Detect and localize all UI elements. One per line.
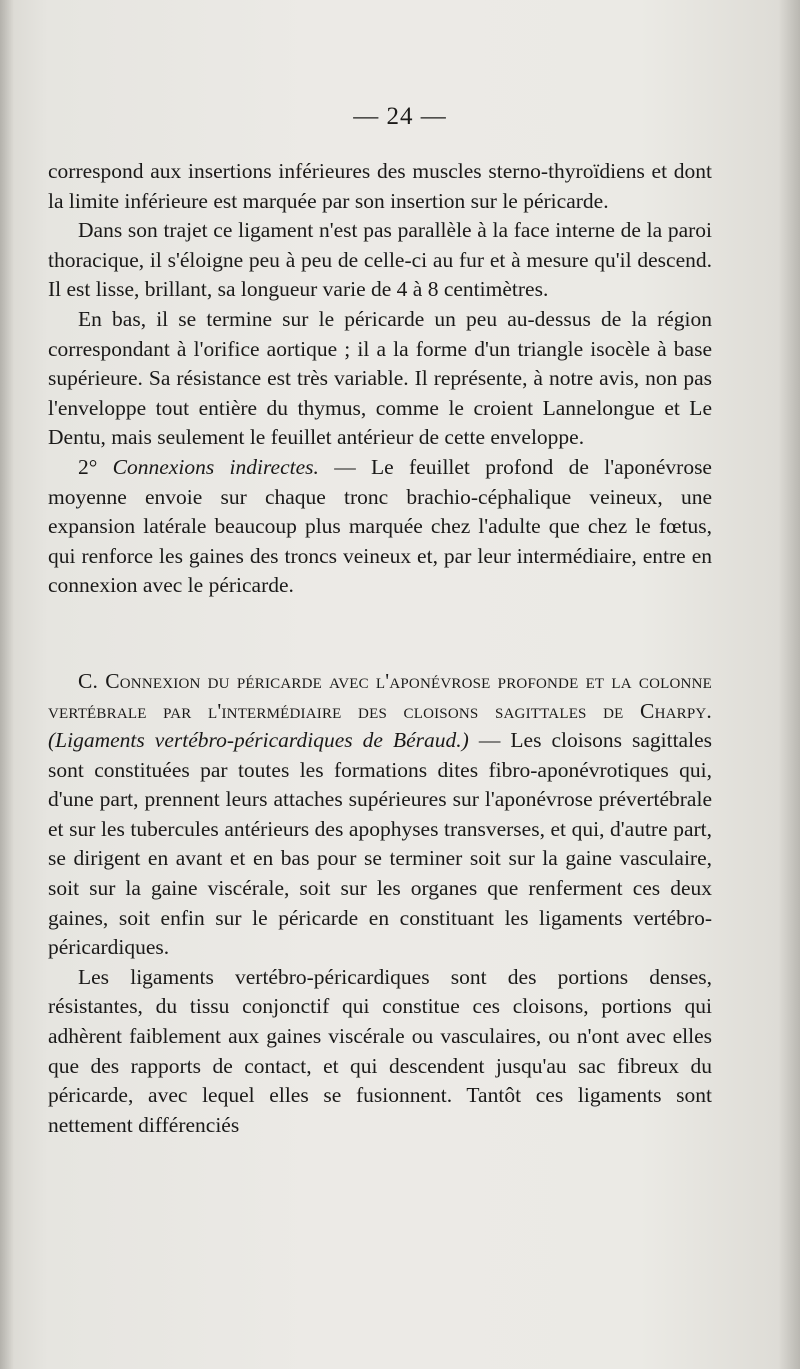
body-text [48, 157, 712, 1140]
section-number: 2° [78, 454, 113, 479]
section-spacer [48, 601, 712, 667]
page-left-shadow [0, 0, 14, 1369]
paragraph-ligament-termination: En bas, il se termine sur le péricarde un peu au-dessus de la région correspondant à l'orifice aortique ; il a la forme d'un triangle isocèle à base supérieure. Sa résistance est très variable. Il représente, à notre avis, non pas l'enveloppe tout entière du thymus, comme le croient Lannelongue et Le Dentu, mais seulement le feuillet antérieur de cette enveloppe. [48, 306, 712, 450]
section-title-indirect: Connexions indirectes. [112, 454, 319, 479]
section-subtitle-c: (Ligaments vertébro-péricardiques de Béraud.) [48, 728, 469, 753]
paragraph-ligament-course: Dans son trajet ce ligament n'est pas parallèle à la face interne de la paroi thoracique, il s'éloigne peu à peu de celle-ci au fur et à mesure qu'il descend. Il est lisse, brillant, sa longueur varie de 4 à 8 centimètres. [48, 218, 712, 302]
section-heading-c: C. Connexion du péricarde avec l'aponévrose profonde et la colonne vertébrale par l'intermédiaire des cloisons sagittales de Charpy. [48, 668, 712, 723]
section-body-c: — Les cloisons sagittales sont constituées par toutes les formations dites fibro-aponévrotiques qui, d'une part, prennent leurs attaches supérieures sur l'aponévrose prévertébrale et sur les tubercules antérieurs des apophyses transverses, et qui, d'autre part, se dirigent en avant et en bas pour se terminer soit sur la gaine vasculaire, soit sur la gaine viscérale, soit sur les organes que renferment ces deux gaines, soit enfin sur le péricarde en constituant les ligaments vertébro-péricardiques. [48, 728, 712, 960]
paragraph-indirect-connections [48, 453, 712, 601]
paragraph-vertebro-pericardial: Les ligaments vertébro-péricardiques sont des portions denses, résistantes, du tissu conjonctif qui constitue ces cloisons, portions qui adhèrent faiblement aux gaines viscérale ou vasculaires, ou n'ont avec elles que des rapports de contact, et qui descendent jusqu'au sac fibreux du péricarde, avec lequel elles se fusionnent. Tantôt ces ligaments sont nettement différenciés [48, 964, 712, 1137]
paragraph-section-c [48, 667, 712, 963]
page-right-shadow [778, 0, 800, 1369]
paragraph-continuation: correspond aux insertions inférieures des muscles sterno-thyroïdiens et dont la limite inférieure est marquée par son insertion sur le péricarde. [48, 159, 712, 213]
section-body-indirect: — Le feuillet profond de l'aponévrose moyenne envoie sur chaque tronc brachio-céphalique veineux, une expansion latérale beaucoup plus marquée chez l'adulte que chez le fœtus, qui renforce les gaines des troncs veineux et, par leur intermédiaire, entre en connexion avec le péricarde. [48, 454, 712, 598]
page-number: — 24 — [353, 103, 447, 130]
